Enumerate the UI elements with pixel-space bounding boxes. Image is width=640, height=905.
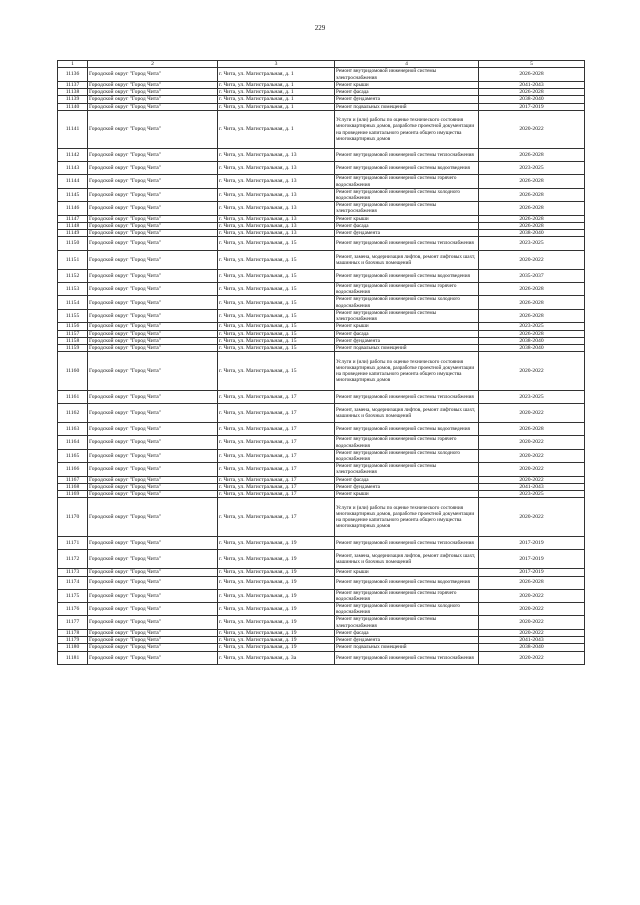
- period-cell: 2023-2025: [479, 162, 585, 175]
- row-number: 11163: [58, 423, 88, 436]
- work-type-cell: Ремонт внутридомовой инженерной системы теплоснабжения: [335, 536, 479, 549]
- row-number: 11160: [58, 352, 88, 390]
- period-cell: 2026-2028: [479, 89, 585, 96]
- work-type-cell: Услуги и (или) работы по оценке технического состояния многоквартирных домов, разработке проектной документации на проведение капитального ремонта общего имущества многоквартирных домов: [335, 352, 479, 390]
- address-cell: г. Чита, ул. Магистральная, д. 17: [218, 423, 335, 436]
- municipality-cell: Городской округ "Город Чита": [88, 436, 218, 449]
- period-cell: 2026-2028: [479, 296, 585, 309]
- period-cell: 2020-2022: [479, 403, 585, 422]
- period-cell: 2017-2019: [479, 536, 585, 549]
- period-cell: 2017-2019: [479, 103, 585, 110]
- address-cell: г. Чита, ул. Магистральная, д. 19: [218, 536, 335, 549]
- row-number: 11142: [58, 149, 88, 162]
- column-header-period: 5: [479, 61, 585, 68]
- work-type-cell: Ремонт внутридомовой инженерной системы теплоснабжения: [335, 390, 479, 403]
- period-cell: 2038-2040: [479, 345, 585, 352]
- period-cell: 2026-2028: [479, 188, 585, 201]
- work-type-cell: Ремонт внутридомовой инженерной системы горячего водоснабжения: [335, 589, 479, 602]
- row-number: 11166: [58, 463, 88, 476]
- address-cell: г. Чита, ул. Магистральная, д. 13: [218, 222, 335, 229]
- address-cell: г. Чита, ул. Магистральная, д. 17: [218, 476, 335, 483]
- table-row: [58, 202, 585, 215]
- table-row: [58, 250, 585, 269]
- column-header-number: 1: [58, 61, 88, 68]
- municipality-cell: Городской округ "Город Чита": [88, 403, 218, 422]
- table-row: [58, 463, 585, 476]
- work-type-cell: Ремонт внутридомовой инженерной системы теплоснабжения: [335, 149, 479, 162]
- table-row: [58, 330, 585, 337]
- row-number: 11138: [58, 89, 88, 96]
- table-row: [58, 162, 585, 175]
- row-number: 11151: [58, 250, 88, 269]
- municipality-cell: Городской округ "Город Чита": [88, 603, 218, 616]
- address-cell: г. Чита, ул. Магистральная, д. 13: [218, 175, 335, 188]
- municipality-cell: Городской округ "Город Чита": [88, 269, 218, 282]
- table-row: [58, 637, 585, 644]
- period-cell: 2023-2025: [479, 491, 585, 498]
- row-number: 11161: [58, 390, 88, 403]
- table-row: [58, 68, 585, 81]
- work-type-cell: Ремонт фундамента: [335, 483, 479, 490]
- work-type-cell: Ремонт внутридомовой инженерной системы водоотведения: [335, 162, 479, 175]
- table-row: [58, 269, 585, 282]
- municipality-cell: Городской округ "Город Чита": [88, 352, 218, 390]
- table-row: [58, 576, 585, 589]
- work-type-cell: Ремонт крыши: [335, 215, 479, 222]
- address-cell: г. Чита, ул. Магистральная, д. 15: [218, 323, 335, 330]
- table-row: [58, 498, 585, 536]
- table-row: [58, 309, 585, 322]
- row-number: 11157: [58, 330, 88, 337]
- row-number: 11173: [58, 569, 88, 576]
- table-row: [58, 536, 585, 549]
- address-cell: г. Чита, ул. Магистральная, д. 19: [218, 549, 335, 568]
- municipality-cell: Городской округ "Город Чита": [88, 449, 218, 462]
- address-cell: г. Чита, ул. Магистральная, д. 1: [218, 110, 335, 148]
- municipality-cell: Городской округ "Город Чита": [88, 188, 218, 201]
- table-row: [58, 616, 585, 629]
- row-number: 11144: [58, 175, 88, 188]
- address-cell: г. Чита, ул. Магистральная, д. 17: [218, 491, 335, 498]
- municipality-cell: Городской округ "Город Чита": [88, 330, 218, 337]
- address-cell: г. Чита, ул. Магистральная, д. 15: [218, 237, 335, 250]
- period-cell: 2026-2028: [479, 202, 585, 215]
- row-number: 11136: [58, 68, 88, 81]
- period-cell: 2038-2040: [479, 230, 585, 237]
- work-type-cell: Ремонт крыши: [335, 491, 479, 498]
- work-type-cell: Ремонт фасада: [335, 330, 479, 337]
- period-cell: 2020-2022: [479, 589, 585, 602]
- address-cell: г. Чита, ул. Магистральная, д. 13: [218, 188, 335, 201]
- municipality-cell: Городской округ "Город Чита": [88, 589, 218, 602]
- column-header-municipality: 2: [88, 61, 218, 68]
- table-row: [58, 651, 585, 664]
- municipality-cell: Городской округ "Город Чита": [88, 476, 218, 483]
- address-cell: г. Чита, ул. Магистральная, д. 1: [218, 96, 335, 103]
- municipality-cell: Городской округ "Город Чита": [88, 576, 218, 589]
- table-row: [58, 215, 585, 222]
- period-cell: 2020-2022: [479, 651, 585, 664]
- period-cell: 2026-2028: [479, 215, 585, 222]
- municipality-cell: Городской округ "Город Чита": [88, 81, 218, 88]
- period-cell: 2026-2028: [479, 576, 585, 589]
- row-number: 11174: [58, 576, 88, 589]
- period-cell: 2038-2040: [479, 337, 585, 344]
- row-number: 11145: [58, 188, 88, 201]
- address-cell: г. Чита, ул. Магистральная, д. 15: [218, 269, 335, 282]
- period-cell: 2020-2022: [479, 616, 585, 629]
- period-cell: 2026-2028: [479, 423, 585, 436]
- table-row: [58, 603, 585, 616]
- municipality-cell: Городской округ "Город Чита": [88, 637, 218, 644]
- period-cell: 2020-2022: [479, 603, 585, 616]
- municipality-cell: Городской округ "Город Чита": [88, 110, 218, 148]
- address-cell: г. Чита, ул. Магистральная, д. 17: [218, 498, 335, 536]
- table-row: [58, 237, 585, 250]
- work-type-cell: Ремонт фасада: [335, 89, 479, 96]
- work-type-cell: Ремонт фундамента: [335, 637, 479, 644]
- work-type-cell: Ремонт фундамента: [335, 337, 479, 344]
- address-cell: г. Чита, ул. Магистральная, д. 15: [218, 330, 335, 337]
- period-cell: 2038-2040: [479, 644, 585, 651]
- work-type-cell: Ремонт внутридомовой инженерной системы горячего водоснабжения: [335, 175, 479, 188]
- row-number: 11175: [58, 589, 88, 602]
- municipality-cell: Городской округ "Город Чита": [88, 483, 218, 490]
- municipality-cell: Городской округ "Город Чита": [88, 536, 218, 549]
- municipality-cell: Городской округ "Город Чита": [88, 175, 218, 188]
- row-number: 11140: [58, 103, 88, 110]
- period-cell: 2041-2043: [479, 637, 585, 644]
- period-cell: 2020-2022: [479, 629, 585, 636]
- municipality-cell: Городской округ "Город Чита": [88, 89, 218, 96]
- work-type-cell: Ремонт подвальных помещений: [335, 103, 479, 110]
- period-cell: 2038-2040: [479, 96, 585, 103]
- period-cell: 2020-2022: [479, 250, 585, 269]
- period-cell: 2026-2028: [479, 222, 585, 229]
- table-row: [58, 81, 585, 88]
- table-row: [58, 222, 585, 229]
- table-row: [58, 589, 585, 602]
- period-cell: 2017-2019: [479, 549, 585, 568]
- municipality-cell: Городской округ "Город Чита": [88, 103, 218, 110]
- row-number: 11141: [58, 110, 88, 148]
- row-number: 11152: [58, 269, 88, 282]
- address-cell: г. Чита, ул. Магистральная, д. 1: [218, 81, 335, 88]
- table-row: [58, 89, 585, 96]
- table-row: [58, 96, 585, 103]
- period-cell: 2020-2022: [479, 352, 585, 390]
- row-number: 11171: [58, 536, 88, 549]
- work-type-cell: Ремонт, замена, модернизация лифтов, ремонт лифтовых шахт, машинных и блочных помещений: [335, 549, 479, 568]
- work-type-cell: Ремонт внутридомовой инженерной системы горячего водоснабжения: [335, 436, 479, 449]
- address-cell: г. Чита, ул. Магистральная, д. 13: [218, 149, 335, 162]
- municipality-cell: Городской округ "Город Чита": [88, 629, 218, 636]
- row-number: 11150: [58, 237, 88, 250]
- work-type-cell: Ремонт фасада: [335, 476, 479, 483]
- address-cell: г. Чита, ул. Магистральная, д. 19: [218, 569, 335, 576]
- municipality-cell: Городской округ "Город Чита": [88, 323, 218, 330]
- table-row: [58, 149, 585, 162]
- municipality-cell: Городской округ "Город Чита": [88, 390, 218, 403]
- registry-table: [57, 60, 585, 665]
- work-type-cell: Ремонт, замена, модернизация лифтов, ремонт лифтовых шахт, машинных и блочных помещений: [335, 250, 479, 269]
- period-cell: 2020-2022: [479, 449, 585, 462]
- table-row: [58, 345, 585, 352]
- address-cell: г. Чита, ул. Магистральная, д. 1: [218, 68, 335, 81]
- work-type-cell: Ремонт подвальных помещений: [335, 345, 479, 352]
- row-number: 11164: [58, 436, 88, 449]
- municipality-cell: Городской округ "Город Чита": [88, 651, 218, 664]
- municipality-cell: Городской округ "Город Чита": [88, 149, 218, 162]
- work-type-cell: Ремонт фундамента: [335, 96, 479, 103]
- period-cell: 2026-2028: [479, 68, 585, 81]
- work-type-cell: Ремонт внутридомовой инженерной системы горячего водоснабжения: [335, 283, 479, 296]
- municipality-cell: Городской округ "Город Чита": [88, 644, 218, 651]
- address-cell: г. Чита, ул. Магистральная, д. 15: [218, 283, 335, 296]
- work-type-cell: Ремонт фундамента: [335, 230, 479, 237]
- address-cell: г. Чита, ул. Магистральная, д. 17: [218, 436, 335, 449]
- row-number: 11170: [58, 498, 88, 536]
- municipality-cell: Городской округ "Город Чита": [88, 491, 218, 498]
- column-header-work-type: 4: [335, 61, 479, 68]
- municipality-cell: Городской округ "Город Чита": [88, 202, 218, 215]
- address-cell: г. Чита, ул. Магистральная, д. 13: [218, 202, 335, 215]
- period-cell: 2035-2037: [479, 269, 585, 282]
- municipality-cell: Городской округ "Город Чита": [88, 68, 218, 81]
- address-cell: г. Чита, ул. Магистральная, д. 19: [218, 603, 335, 616]
- period-cell: 2023-2025: [479, 323, 585, 330]
- row-number: 11154: [58, 296, 88, 309]
- row-number: 11168: [58, 483, 88, 490]
- address-cell: г. Чита, ул. Магистральная, д. 19: [218, 629, 335, 636]
- row-number: 11158: [58, 337, 88, 344]
- row-number: 11159: [58, 345, 88, 352]
- work-type-cell: Ремонт внутридомовой инженерной системы электроснабжения: [335, 68, 479, 81]
- row-number: 11149: [58, 230, 88, 237]
- address-cell: г. Чита, ул. Магистральная, д. 13: [218, 215, 335, 222]
- municipality-cell: Городской округ "Город Чита": [88, 569, 218, 576]
- municipality-cell: Городской округ "Город Чита": [88, 237, 218, 250]
- row-number: 11143: [58, 162, 88, 175]
- work-type-cell: Ремонт фасада: [335, 222, 479, 229]
- municipality-cell: Городской округ "Город Чита": [88, 296, 218, 309]
- municipality-cell: Городской округ "Город Чита": [88, 162, 218, 175]
- address-cell: г. Чита, ул. Магистральная, д. 15: [218, 337, 335, 344]
- row-number: 11176: [58, 603, 88, 616]
- address-cell: г. Чита, ул. Магистральная, д. 19: [218, 637, 335, 644]
- work-type-cell: Ремонт внутридомовой инженерной системы холодного водоснабжения: [335, 449, 479, 462]
- period-cell: 2026-2028: [479, 309, 585, 322]
- row-number: 11167: [58, 476, 88, 483]
- municipality-cell: Городской округ "Город Чита": [88, 337, 218, 344]
- table-row: [58, 423, 585, 436]
- work-type-cell: Ремонт подвальных помещений: [335, 644, 479, 651]
- table-row: [58, 103, 585, 110]
- period-cell: 2041-2043: [479, 483, 585, 490]
- address-cell: г. Чита, ул. Магистральная, д. 15: [218, 309, 335, 322]
- table-header-row: [58, 61, 585, 68]
- period-cell: 2023-2025: [479, 237, 585, 250]
- row-number: 11181: [58, 651, 88, 664]
- period-cell: 2020-2022: [479, 436, 585, 449]
- row-number: 11162: [58, 403, 88, 422]
- row-number: 11148: [58, 222, 88, 229]
- period-cell: 2020-2022: [479, 110, 585, 148]
- row-number: 11139: [58, 96, 88, 103]
- table-row: [58, 283, 585, 296]
- work-type-cell: Ремонт внутридомовой инженерной системы электроснабжения: [335, 202, 479, 215]
- row-number: 11180: [58, 644, 88, 651]
- table-row: [58, 476, 585, 483]
- table-row: [58, 230, 585, 237]
- work-type-cell: Ремонт фасада: [335, 629, 479, 636]
- page-number: 229: [314, 24, 326, 32]
- table-body: [58, 68, 585, 665]
- table-row: [58, 175, 585, 188]
- table-row: [58, 323, 585, 330]
- row-number: 11147: [58, 215, 88, 222]
- table-row: [58, 352, 585, 390]
- work-type-cell: Ремонт внутридомовой инженерной системы водоотведения: [335, 576, 479, 589]
- row-number: 11165: [58, 449, 88, 462]
- municipality-cell: Городской округ "Город Чита": [88, 616, 218, 629]
- work-type-cell: Ремонт внутридомовой инженерной системы холодного водоснабжения: [335, 188, 479, 201]
- municipality-cell: Городской округ "Город Чита": [88, 423, 218, 436]
- municipality-cell: Городской округ "Город Чита": [88, 215, 218, 222]
- municipality-cell: Городской округ "Город Чита": [88, 463, 218, 476]
- table-row: [58, 569, 585, 576]
- address-cell: г. Чита, ул. Магистральная, д. 17: [218, 449, 335, 462]
- municipality-cell: Городской округ "Город Чита": [88, 345, 218, 352]
- period-cell: 2026-2028: [479, 175, 585, 188]
- address-cell: г. Чита, ул. Магистральная, д. 1: [218, 89, 335, 96]
- address-cell: г. Чита, ул. Магистральная, д. 1: [218, 103, 335, 110]
- address-cell: г. Чита, ул. Магистральная, д. 17: [218, 463, 335, 476]
- period-cell: 2020-2022: [479, 498, 585, 536]
- address-cell: г. Чита, ул. Магистральная, д. 17: [218, 483, 335, 490]
- table-row: [58, 337, 585, 344]
- address-cell: г. Чита, ул. Магистральная, д. 15: [218, 296, 335, 309]
- row-number: 11153: [58, 283, 88, 296]
- municipality-cell: Городской округ "Город Чита": [88, 283, 218, 296]
- municipality-cell: Городской округ "Город Чита": [88, 549, 218, 568]
- work-type-cell: Ремонт внутридомовой инженерной системы холодного водоснабжения: [335, 296, 479, 309]
- address-cell: г. Чита, ул. Магистральная, д. 19: [218, 616, 335, 629]
- period-cell: 2023-2025: [479, 390, 585, 403]
- column-header-address: 3: [218, 61, 335, 68]
- table-row: [58, 296, 585, 309]
- table-row: [58, 390, 585, 403]
- address-cell: г. Чита, ул. Магистральная, д. 19: [218, 644, 335, 651]
- table-row: [58, 629, 585, 636]
- work-type-cell: Ремонт внутридомовой инженерной системы электроснабжения: [335, 463, 479, 476]
- work-type-cell: Ремонт, замена, модернизация лифтов, ремонт лифтовых шахт, машинных и блочных помещений: [335, 403, 479, 422]
- municipality-cell: Городской округ "Город Чита": [88, 222, 218, 229]
- work-type-cell: Услуги и (или) работы по оценке технического состояния многоквартирных домов, разработке проектной документации на проведение капитального ремонта общего имущества многоквартирных домов: [335, 498, 479, 536]
- work-type-cell: Ремонт внутридомовой инженерной системы теплоснабжения: [335, 237, 479, 250]
- address-cell: г. Чита, ул. Магистральная, д. 3а: [218, 651, 335, 664]
- address-cell: г. Чита, ул. Магистральная, д. 13: [218, 230, 335, 237]
- municipality-cell: Городской округ "Город Чита": [88, 96, 218, 103]
- row-number: 11177: [58, 616, 88, 629]
- address-cell: г. Чита, ул. Магистральная, д. 15: [218, 352, 335, 390]
- period-cell: 2041-2043: [479, 81, 585, 88]
- table-row: [58, 549, 585, 568]
- address-cell: г. Чита, ул. Магистральная, д. 15: [218, 345, 335, 352]
- table-row: [58, 449, 585, 462]
- period-cell: 2020-2022: [479, 463, 585, 476]
- work-type-cell: Ремонт крыши: [335, 323, 479, 330]
- work-type-cell: Ремонт внутридомовой инженерной системы холодного водоснабжения: [335, 603, 479, 616]
- municipality-cell: Городской округ "Город Чита": [88, 230, 218, 237]
- work-type-cell: Ремонт внутридомовой инженерной системы электроснабжения: [335, 616, 479, 629]
- row-number: 11155: [58, 309, 88, 322]
- work-type-cell: Ремонт крыши: [335, 569, 479, 576]
- address-cell: г. Чита, ул. Магистральная, д. 13: [218, 162, 335, 175]
- period-cell: 2020-2022: [479, 476, 585, 483]
- work-type-cell: Ремонт крыши: [335, 81, 479, 88]
- municipality-cell: Городской округ "Город Чита": [88, 309, 218, 322]
- table-row: [58, 403, 585, 422]
- period-cell: 2026-2028: [479, 283, 585, 296]
- table-row: [58, 483, 585, 490]
- period-cell: 2017-2019: [479, 569, 585, 576]
- address-cell: г. Чита, ул. Магистральная, д. 17: [218, 390, 335, 403]
- address-cell: г. Чита, ул. Магистральная, д. 19: [218, 589, 335, 602]
- table-row: [58, 644, 585, 651]
- address-cell: г. Чита, ул. Магистральная, д. 19: [218, 576, 335, 589]
- row-number: 11178: [58, 629, 88, 636]
- work-type-cell: Ремонт внутридомовой инженерной системы электроснабжения: [335, 309, 479, 322]
- municipality-cell: Городской округ "Город Чита": [88, 250, 218, 269]
- row-number: 11137: [58, 81, 88, 88]
- work-type-cell: Ремонт внутридомовой инженерной системы водоотведения: [335, 269, 479, 282]
- municipality-cell: Городской округ "Город Чита": [88, 498, 218, 536]
- period-cell: 2026-2028: [479, 330, 585, 337]
- work-type-cell: Ремонт внутридомовой инженерной системы теплоснабжения: [335, 651, 479, 664]
- table-row: [58, 436, 585, 449]
- row-number: 11146: [58, 202, 88, 215]
- address-cell: г. Чита, ул. Магистральная, д. 17: [218, 403, 335, 422]
- work-type-cell: Услуги и (или) работы по оценке технического состояния многоквартирных домов, разработке проектной документации на проведение капитального ремонта общего имущества многоквартирных домов: [335, 110, 479, 148]
- table-row: [58, 188, 585, 201]
- row-number: 11169: [58, 491, 88, 498]
- table-row: [58, 110, 585, 148]
- address-cell: г. Чита, ул. Магистральная, д. 15: [218, 250, 335, 269]
- work-type-cell: Ремонт внутридомовой инженерной системы водоотведения: [335, 423, 479, 436]
- table-row: [58, 491, 585, 498]
- row-number: 11172: [58, 549, 88, 568]
- period-cell: 2026-2028: [479, 149, 585, 162]
- row-number: 11179: [58, 637, 88, 644]
- row-number: 11156: [58, 323, 88, 330]
